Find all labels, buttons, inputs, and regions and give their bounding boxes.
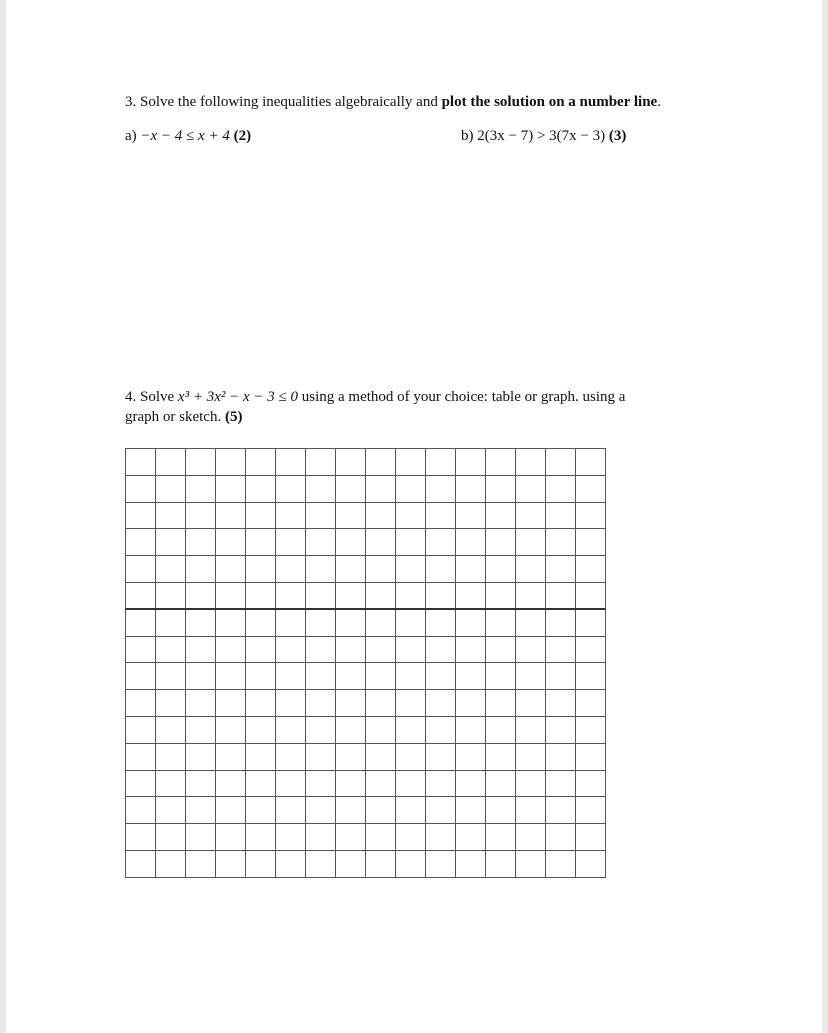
- grid-cell[interactable]: [276, 743, 306, 770]
- part-b-label: b): [461, 128, 474, 144]
- grid-cell[interactable]: [216, 449, 246, 476]
- part-a-expression: −x − 4 ≤ x + 4: [140, 128, 230, 144]
- grid-cell[interactable]: [396, 609, 426, 636]
- grid-cell[interactable]: [426, 743, 456, 770]
- question-4-marks: (5): [224, 409, 243, 425]
- grid-cell[interactable]: [456, 556, 486, 583]
- grid-cell[interactable]: [426, 609, 456, 636]
- grid-cell[interactable]: [336, 770, 366, 797]
- grid-cell[interactable]: [276, 529, 306, 556]
- grid-cell[interactable]: [126, 529, 156, 556]
- grid-cell[interactable]: [486, 502, 516, 529]
- grid-cell[interactable]: [216, 475, 246, 502]
- grid-cell[interactable]: [156, 690, 186, 717]
- grid-cell[interactable]: [576, 743, 606, 770]
- grid-cell[interactable]: [336, 824, 366, 851]
- grid-cell[interactable]: [306, 636, 336, 663]
- grid-cell[interactable]: [156, 824, 186, 851]
- grid-cell[interactable]: [126, 449, 156, 476]
- grid-cell[interactable]: [486, 529, 516, 556]
- grid-cell[interactable]: [186, 475, 216, 502]
- grid-cell[interactable]: [186, 663, 216, 690]
- grid-cell[interactable]: [276, 770, 306, 797]
- grid-cell[interactable]: [216, 636, 246, 663]
- grid-cell[interactable]: [396, 556, 426, 583]
- question-3: [125, 92, 661, 112]
- grid-cell[interactable]: [336, 582, 366, 609]
- grid-cell[interactable]: [336, 797, 366, 824]
- grid-cell[interactable]: [486, 609, 516, 636]
- grid-cell[interactable]: [516, 716, 546, 743]
- grid-cell[interactable]: [216, 502, 246, 529]
- grid-cell[interactable]: [216, 850, 246, 877]
- grid-cell[interactable]: [456, 475, 486, 502]
- grid-cell[interactable]: [426, 850, 456, 877]
- grid-cell[interactable]: [426, 770, 456, 797]
- grid-cell[interactable]: [306, 502, 336, 529]
- grid-cell[interactable]: [486, 636, 516, 663]
- part-b-expression: 2(3x − 7) > 3(7x − 3): [477, 128, 606, 144]
- grid-cell[interactable]: [336, 690, 366, 717]
- grid-cell[interactable]: [276, 716, 306, 743]
- grid-row: [126, 824, 606, 851]
- grid-cell[interactable]: [126, 636, 156, 663]
- grid-cell[interactable]: [156, 636, 186, 663]
- grid-cell[interactable]: [456, 797, 486, 824]
- grid-cell[interactable]: [516, 663, 546, 690]
- part-a-marks: (2): [233, 128, 252, 144]
- grid-cell[interactable]: [126, 582, 156, 609]
- grid-cell[interactable]: [546, 475, 576, 502]
- grid-cell[interactable]: [306, 582, 336, 609]
- grid-cell[interactable]: [516, 529, 546, 556]
- grid-cell[interactable]: [366, 609, 396, 636]
- grid-cell[interactable]: [246, 797, 276, 824]
- grid-cell[interactable]: [486, 743, 516, 770]
- grid-row: [126, 609, 606, 636]
- grid-cell[interactable]: [246, 716, 276, 743]
- grid-cell[interactable]: [306, 663, 336, 690]
- grid-cell[interactable]: [486, 797, 516, 824]
- grid-cell[interactable]: [516, 636, 546, 663]
- grid-cell[interactable]: [336, 449, 366, 476]
- grid-cell[interactable]: [576, 502, 606, 529]
- grid-row: [126, 529, 606, 556]
- grid-cell[interactable]: [576, 770, 606, 797]
- grid-cell[interactable]: [216, 797, 246, 824]
- grid-cell[interactable]: [276, 636, 306, 663]
- question-4-text-line1: using a method of your choice: table or graph. using a: [301, 389, 626, 405]
- question-4-text-line2: graph or sketch.: [125, 409, 222, 425]
- grid-cell[interactable]: [216, 770, 246, 797]
- grid-cell[interactable]: [246, 556, 276, 583]
- grid-cell[interactable]: [516, 556, 546, 583]
- grid-cell[interactable]: [396, 502, 426, 529]
- grid-cell[interactable]: [456, 609, 486, 636]
- grid-cell[interactable]: [306, 449, 336, 476]
- grid-cell[interactable]: [336, 663, 366, 690]
- grid-cell[interactable]: [456, 529, 486, 556]
- grid-cell[interactable]: [516, 690, 546, 717]
- grid-cell[interactable]: [306, 770, 336, 797]
- grid-row: [126, 716, 606, 743]
- grid-cell[interactable]: [576, 850, 606, 877]
- grid-cell[interactable]: [366, 502, 396, 529]
- grid-cell[interactable]: [216, 609, 246, 636]
- grid-cell[interactable]: [216, 743, 246, 770]
- grid-cell[interactable]: [456, 502, 486, 529]
- grid-cell[interactable]: [516, 609, 546, 636]
- grid-cell[interactable]: [246, 636, 276, 663]
- question-4-expression: x³ + 3x² − x − 3 ≤ 0: [177, 389, 298, 405]
- grid-row: [126, 770, 606, 797]
- grid-cell[interactable]: [426, 636, 456, 663]
- grid-cell[interactable]: [546, 636, 576, 663]
- grid-cell[interactable]: [486, 582, 516, 609]
- grid-cell[interactable]: [246, 770, 276, 797]
- grid-cell[interactable]: [126, 663, 156, 690]
- grid-cell[interactable]: [396, 824, 426, 851]
- grid-cell[interactable]: [336, 502, 366, 529]
- grid-cell[interactable]: [186, 502, 216, 529]
- grid-cell[interactable]: [216, 529, 246, 556]
- grid-cell[interactable]: [156, 475, 186, 502]
- grid-cell[interactable]: [126, 690, 156, 717]
- grid-row: [126, 743, 606, 770]
- grid-cell[interactable]: [186, 582, 216, 609]
- grid-cell[interactable]: [186, 797, 216, 824]
- grid-cell[interactable]: [516, 797, 546, 824]
- grid-cell[interactable]: [246, 850, 276, 877]
- grid-cell[interactable]: [396, 475, 426, 502]
- grid-cell[interactable]: [126, 770, 156, 797]
- part-b-marks: (3): [608, 128, 627, 144]
- grid-cell[interactable]: [366, 582, 396, 609]
- grid-cell[interactable]: [486, 770, 516, 797]
- grid-cell[interactable]: [456, 449, 486, 476]
- grid-cell[interactable]: [426, 475, 456, 502]
- grid-cell[interactable]: [336, 529, 366, 556]
- grid-cell[interactable]: [216, 824, 246, 851]
- grid-cell[interactable]: [456, 636, 486, 663]
- grid-cell[interactable]: [396, 770, 426, 797]
- grid-cell[interactable]: [366, 770, 396, 797]
- grid-cell[interactable]: [456, 824, 486, 851]
- grid-cell[interactable]: [576, 716, 606, 743]
- grid-cell[interactable]: [186, 556, 216, 583]
- grid-cell[interactable]: [456, 850, 486, 877]
- grid-cell[interactable]: [456, 663, 486, 690]
- grid-cell[interactable]: [126, 797, 156, 824]
- grid-row: [126, 663, 606, 690]
- grid-cell[interactable]: [126, 609, 156, 636]
- grid-cell[interactable]: [426, 824, 456, 851]
- grid-cell[interactable]: [426, 716, 456, 743]
- grid-cell[interactable]: [306, 690, 336, 717]
- grid-cell[interactable]: [126, 716, 156, 743]
- grid-cell[interactable]: [186, 716, 216, 743]
- grid-cell[interactable]: [276, 797, 306, 824]
- grid-cell[interactable]: [366, 797, 396, 824]
- grid-cell[interactable]: [366, 556, 396, 583]
- grid-cell[interactable]: [156, 797, 186, 824]
- grid-cell[interactable]: [486, 690, 516, 717]
- grid-cell[interactable]: [216, 663, 246, 690]
- grid-cell[interactable]: [336, 475, 366, 502]
- grid-cell[interactable]: [486, 475, 516, 502]
- grid-cell[interactable]: [396, 449, 426, 476]
- grid-cell[interactable]: [576, 556, 606, 583]
- grid-cell[interactable]: [546, 663, 576, 690]
- question-3-text: Solve the following inequalities algebraically and: [140, 94, 438, 110]
- grid-cell[interactable]: [456, 582, 486, 609]
- grid-row: [126, 636, 606, 663]
- grid-cell[interactable]: [366, 663, 396, 690]
- grid-cell[interactable]: [546, 449, 576, 476]
- grid-row: [126, 850, 606, 877]
- grid-cell[interactable]: [126, 824, 156, 851]
- question-4-number: 4.: [125, 389, 137, 405]
- grid-cell[interactable]: [246, 529, 276, 556]
- grid-cell[interactable]: [546, 502, 576, 529]
- grid-cell[interactable]: [276, 609, 306, 636]
- grid-cell[interactable]: [216, 690, 246, 717]
- grid-cell[interactable]: [126, 743, 156, 770]
- grid-cell[interactable]: [156, 770, 186, 797]
- grid-cell[interactable]: [276, 690, 306, 717]
- grid-cell[interactable]: [396, 529, 426, 556]
- grid-cell[interactable]: [546, 850, 576, 877]
- grid-cell[interactable]: [366, 690, 396, 717]
- grid-cell[interactable]: [576, 690, 606, 717]
- grid-cell[interactable]: [396, 582, 426, 609]
- grid-cell[interactable]: [576, 797, 606, 824]
- grid-cell[interactable]: [546, 690, 576, 717]
- grid-cell[interactable]: [306, 824, 336, 851]
- grid-cell[interactable]: [186, 743, 216, 770]
- grid-cell[interactable]: [546, 824, 576, 851]
- grid-cell[interactable]: [576, 529, 606, 556]
- grid-cell[interactable]: [546, 770, 576, 797]
- grid-cell[interactable]: [366, 850, 396, 877]
- grid-cell[interactable]: [306, 743, 336, 770]
- grid-row: [126, 449, 606, 476]
- grid-cell[interactable]: [306, 850, 336, 877]
- grid-cell[interactable]: [156, 582, 186, 609]
- grid-cell[interactable]: [306, 797, 336, 824]
- grid-cell[interactable]: [306, 556, 336, 583]
- grid-cell[interactable]: [426, 556, 456, 583]
- grid-cell[interactable]: [186, 690, 216, 717]
- grid-cell[interactable]: [426, 690, 456, 717]
- grid-cell[interactable]: [336, 716, 366, 743]
- grid-row: [126, 690, 606, 717]
- grid-cell[interactable]: [426, 663, 456, 690]
- grid-cell[interactable]: [186, 850, 216, 877]
- grid-cell[interactable]: [246, 449, 276, 476]
- grid-cell[interactable]: [486, 824, 516, 851]
- grid-cell[interactable]: [156, 529, 186, 556]
- question-4-prefix: Solve: [140, 389, 175, 405]
- grid-cell[interactable]: [426, 797, 456, 824]
- question-3-number: 3.: [125, 94, 137, 110]
- grid-cell[interactable]: [366, 824, 396, 851]
- grid-cell[interactable]: [486, 850, 516, 877]
- grid-row: [126, 582, 606, 609]
- grid-cell[interactable]: [246, 743, 276, 770]
- grid-cell[interactable]: [246, 609, 276, 636]
- grid-cell[interactable]: [246, 690, 276, 717]
- grid-cell[interactable]: [276, 556, 306, 583]
- grid-cell[interactable]: [426, 582, 456, 609]
- grid-cell[interactable]: [396, 797, 426, 824]
- grid-cell[interactable]: [456, 716, 486, 743]
- grid-cell[interactable]: [276, 582, 306, 609]
- grid-cell[interactable]: [306, 609, 336, 636]
- grid-cell[interactable]: [156, 850, 186, 877]
- grid-cell[interactable]: [336, 609, 366, 636]
- grid-cell[interactable]: [516, 743, 546, 770]
- grid-cell[interactable]: [156, 716, 186, 743]
- grid-cell[interactable]: [186, 449, 216, 476]
- grid-cell[interactable]: [246, 663, 276, 690]
- grid-cell[interactable]: [396, 663, 426, 690]
- grid-cell[interactable]: [276, 475, 306, 502]
- grid-cell[interactable]: [336, 556, 366, 583]
- grid-cell[interactable]: [186, 770, 216, 797]
- grid-cell[interactable]: [246, 582, 276, 609]
- question-3-bold-instruction: plot the solution on a number line: [441, 94, 658, 110]
- grid-cell[interactable]: [396, 850, 426, 877]
- grid-cell[interactable]: [546, 582, 576, 609]
- grid-cell[interactable]: [156, 502, 186, 529]
- question-4: [125, 387, 725, 427]
- grid-cell[interactable]: [156, 449, 186, 476]
- grid-cell[interactable]: [576, 609, 606, 636]
- question-3-period: .: [657, 94, 661, 110]
- grid-cell[interactable]: [246, 475, 276, 502]
- grid-cell[interactable]: [516, 850, 546, 877]
- grid-cell[interactable]: [246, 502, 276, 529]
- grid-cell[interactable]: [516, 824, 546, 851]
- grid-cell[interactable]: [156, 556, 186, 583]
- grid-cell[interactable]: [186, 636, 216, 663]
- grid-cell[interactable]: [276, 663, 306, 690]
- worksheet-page: [6, 0, 822, 1033]
- grid-cell[interactable]: [396, 716, 426, 743]
- grid-cell[interactable]: [276, 502, 306, 529]
- grid-cell[interactable]: [576, 475, 606, 502]
- grid-cell[interactable]: [396, 743, 426, 770]
- grid-cell[interactable]: [456, 770, 486, 797]
- grid-cell[interactable]: [186, 529, 216, 556]
- grid-cell[interactable]: [576, 663, 606, 690]
- graph-grid[interactable]: [125, 448, 606, 878]
- grid-cell[interactable]: [366, 449, 396, 476]
- grid-cell[interactable]: [546, 797, 576, 824]
- grid-cell[interactable]: [126, 850, 156, 877]
- grid-row: [126, 502, 606, 529]
- grid-cell[interactable]: [366, 716, 396, 743]
- grid-cell[interactable]: [276, 824, 306, 851]
- grid-cell[interactable]: [216, 582, 246, 609]
- grid-cell[interactable]: [366, 529, 396, 556]
- grid-cell[interactable]: [336, 743, 366, 770]
- grid-cell[interactable]: [546, 743, 576, 770]
- grid-cell[interactable]: [486, 716, 516, 743]
- grid-cell[interactable]: [276, 850, 306, 877]
- grid-cell[interactable]: [486, 449, 516, 476]
- grid-cell[interactable]: [426, 529, 456, 556]
- grid-cell[interactable]: [486, 663, 516, 690]
- grid-cell[interactable]: [516, 475, 546, 502]
- grid-cell[interactable]: [156, 609, 186, 636]
- grid-cell[interactable]: [516, 582, 546, 609]
- grid-cell[interactable]: [486, 556, 516, 583]
- grid-cell[interactable]: [216, 716, 246, 743]
- grid-cell[interactable]: [546, 556, 576, 583]
- grid-cell[interactable]: [576, 582, 606, 609]
- grid-cell[interactable]: [336, 850, 366, 877]
- grid-cell[interactable]: [516, 770, 546, 797]
- grid-cell[interactable]: [576, 636, 606, 663]
- grid-cell[interactable]: [126, 502, 156, 529]
- grid-cell[interactable]: [126, 475, 156, 502]
- grid-cell[interactable]: [576, 449, 606, 476]
- grid-cell[interactable]: [156, 743, 186, 770]
- grid-cell[interactable]: [426, 502, 456, 529]
- grid-cell[interactable]: [456, 690, 486, 717]
- grid-cell[interactable]: [186, 609, 216, 636]
- grid-cell[interactable]: [276, 449, 306, 476]
- grid-cell[interactable]: [126, 556, 156, 583]
- question-3-part-a: [125, 128, 251, 145]
- grid-cell[interactable]: [396, 636, 426, 663]
- grid-cell[interactable]: [366, 475, 396, 502]
- grid-cell[interactable]: [306, 716, 336, 743]
- grid-cell[interactable]: [576, 824, 606, 851]
- grid-cell[interactable]: [156, 663, 186, 690]
- grid-cell[interactable]: [246, 824, 276, 851]
- grid-cell[interactable]: [306, 475, 336, 502]
- grid-cell[interactable]: [186, 824, 216, 851]
- grid-cell[interactable]: [366, 743, 396, 770]
- grid-cell[interactable]: [396, 690, 426, 717]
- grid-cell[interactable]: [336, 636, 366, 663]
- grid-cell[interactable]: [426, 449, 456, 476]
- grid-cell[interactable]: [546, 716, 576, 743]
- grid-cell[interactable]: [516, 449, 546, 476]
- grid-row: [126, 797, 606, 824]
- grid-row: [126, 475, 606, 502]
- grid-cell[interactable]: [306, 529, 336, 556]
- grid-cell[interactable]: [516, 502, 546, 529]
- grid-cell[interactable]: [546, 609, 576, 636]
- question-3-part-b: [461, 128, 626, 145]
- grid-cell[interactable]: [216, 556, 246, 583]
- grid-row: [126, 556, 606, 583]
- grid-cell[interactable]: [456, 743, 486, 770]
- grid-cell[interactable]: [546, 529, 576, 556]
- part-a-label: a): [125, 128, 137, 144]
- grid-cell[interactable]: [366, 636, 396, 663]
